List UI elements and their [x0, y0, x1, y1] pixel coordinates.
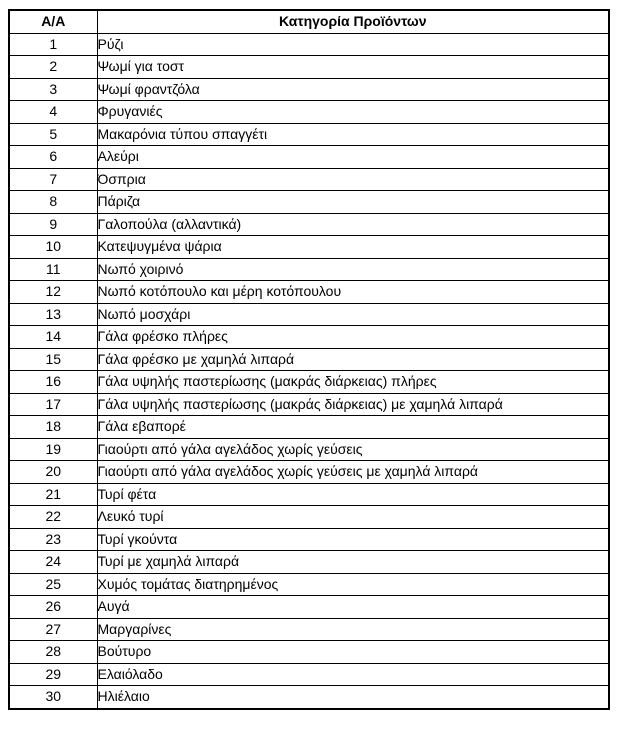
category-cell: Ψωμί για τοστ: [97, 56, 609, 79]
row-number-cell: 15: [9, 348, 97, 371]
row-number-cell: 12: [9, 281, 97, 304]
row-number-cell: 10: [9, 236, 97, 259]
row-number-cell: 11: [9, 258, 97, 281]
table-body: [9, 33, 609, 709]
table-row: [9, 506, 609, 529]
row-number-cell: 30: [9, 686, 97, 709]
table-row: [9, 213, 609, 236]
category-cell: Βούτυρο: [97, 641, 609, 664]
table-row: [9, 348, 609, 371]
row-number-cell: 20: [9, 461, 97, 484]
category-cell: Νωπό χοιρινό: [97, 258, 609, 281]
row-number-cell: 13: [9, 303, 97, 326]
category-cell: Χυμός τομάτας διατηρημένος: [97, 573, 609, 596]
row-number-cell: 29: [9, 663, 97, 686]
category-cell: Φρυγανιές: [97, 101, 609, 124]
row-number-cell: 18: [9, 416, 97, 439]
table-row: [9, 236, 609, 259]
table-row: [9, 168, 609, 191]
table-row: [9, 303, 609, 326]
table-row: [9, 596, 609, 619]
table-row: [9, 438, 609, 461]
category-cell: Μαργαρίνες: [97, 618, 609, 641]
category-cell: Κατεψυγμένα ψάρια: [97, 236, 609, 259]
table-row: [9, 551, 609, 574]
row-number-cell: 21: [9, 483, 97, 506]
category-cell: Γάλα φρέσκο με χαμηλά λιπαρά: [97, 348, 609, 371]
row-number-cell: 22: [9, 506, 97, 529]
table-row: [9, 78, 609, 101]
category-cell: Ψωμί φραντζόλα: [97, 78, 609, 101]
table-row: [9, 33, 609, 56]
category-cell: Τυρί με χαμηλά λιπαρά: [97, 551, 609, 574]
row-number-cell: 23: [9, 528, 97, 551]
category-cell: Πάριζα: [97, 191, 609, 214]
header-row: [9, 10, 609, 33]
table-row: [9, 663, 609, 686]
row-number-cell: 16: [9, 371, 97, 394]
table-row: [9, 146, 609, 169]
table-row: [9, 641, 609, 664]
category-cell: Γάλα υψηλής παστερίωσης (μακράς διάρκειας) πλήρες: [97, 371, 609, 394]
table-row: [9, 326, 609, 349]
table-row: [9, 258, 609, 281]
table-row: [9, 371, 609, 394]
category-cell: Γάλα υψηλής παστερίωσης (μακράς διάρκειας) με χαμηλά λιπαρά: [97, 393, 609, 416]
category-cell: Τυρί φέτα: [97, 483, 609, 506]
header-cell-index: Α/Α: [9, 10, 97, 33]
table-row: [9, 101, 609, 124]
category-cell: Γάλα φρέσκο πλήρες: [97, 326, 609, 349]
table-row: [9, 618, 609, 641]
table-row: [9, 281, 609, 304]
category-cell: Αλεύρι: [97, 146, 609, 169]
table-row: [9, 461, 609, 484]
category-cell: Νωπό κοτόπουλο και μέρη κοτόπουλου: [97, 281, 609, 304]
row-number-cell: 1: [9, 33, 97, 56]
row-number-cell: 25: [9, 573, 97, 596]
row-number-cell: 28: [9, 641, 97, 664]
row-number-cell: 6: [9, 146, 97, 169]
category-cell: Γιαούρτι από γάλα αγελάδος χωρίς γεύσεις: [97, 438, 609, 461]
row-number-cell: 5: [9, 123, 97, 146]
table-row: [9, 483, 609, 506]
category-cell: Γιαούρτι από γάλα αγελάδος χωρίς γεύσεις με χαμηλά λιπαρά: [97, 461, 609, 484]
category-cell: Ελαιόλαδο: [97, 663, 609, 686]
row-number-cell: 26: [9, 596, 97, 619]
table-row: [9, 191, 609, 214]
header-cell-category: Κατηγορία Προϊόντων: [97, 10, 609, 33]
row-number-cell: 19: [9, 438, 97, 461]
table-row: [9, 123, 609, 146]
table-row: [9, 416, 609, 439]
row-number-cell: 14: [9, 326, 97, 349]
row-number-cell: 2: [9, 56, 97, 79]
row-number-cell: 9: [9, 213, 97, 236]
table-row: [9, 573, 609, 596]
category-cell: Όσπρια: [97, 168, 609, 191]
product-category-table: [8, 9, 610, 710]
category-cell: Λευκό τυρί: [97, 506, 609, 529]
category-cell: Μακαρόνια τύπου σπαγγέτι: [97, 123, 609, 146]
category-cell: Αυγά: [97, 596, 609, 619]
category-cell: Τυρί γκούντα: [97, 528, 609, 551]
row-number-cell: 8: [9, 191, 97, 214]
category-cell: Ηλιέλαιο: [97, 686, 609, 709]
category-cell: Νωπό μοσχάρι: [97, 303, 609, 326]
table-row: [9, 56, 609, 79]
row-number-cell: 7: [9, 168, 97, 191]
row-number-cell: 3: [9, 78, 97, 101]
row-number-cell: 17: [9, 393, 97, 416]
row-number-cell: 4: [9, 101, 97, 124]
row-number-cell: 24: [9, 551, 97, 574]
category-cell: Ρύζι: [97, 33, 609, 56]
category-cell: Γαλοπούλα (αλλαντικά): [97, 213, 609, 236]
table-row: [9, 393, 609, 416]
table-row: [9, 686, 609, 709]
table-row: [9, 528, 609, 551]
row-number-cell: 27: [9, 618, 97, 641]
category-cell: Γάλα εβαπορέ: [97, 416, 609, 439]
